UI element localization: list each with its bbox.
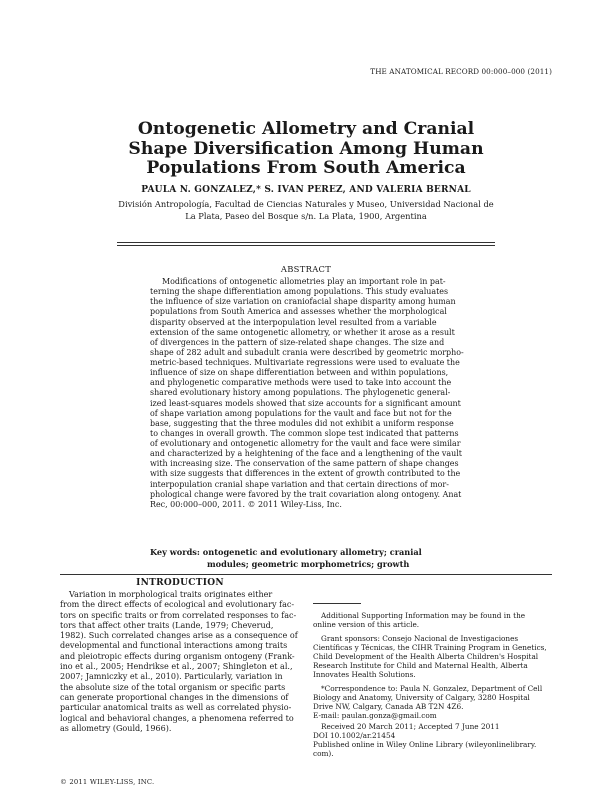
- footnote-rule: [313, 603, 361, 604]
- intro-line: 2007; Jamniczky et al., 2010). Particularly, variation in: [60, 672, 283, 682]
- abstract-line: metric-based techniques. Multivariate regressions were used to evaluate the: [150, 358, 460, 367]
- footnote-line: E-mail: paulan.gonza@gmail.com: [313, 711, 437, 720]
- intro-line: can generate proportional changes in the dimensions of: [60, 692, 289, 702]
- abstract-heading: ABSTRACT: [280, 264, 332, 274]
- abstract-line: of divergences in the pattern of size-related shape changes. The size and: [150, 337, 445, 347]
- intro-line: developmental and functional interactions among traits: [60, 641, 288, 651]
- abstract-line: of shape variation among populations for the vault and face but not for the: [150, 408, 452, 418]
- footnote-line: Published online in Wiley Online Library (wileyonlinelibrary.: [313, 740, 537, 749]
- footnote-line: Additional Supporting Information may be found in the: [321, 611, 526, 620]
- affiliation-line: La Plata, Paseo del Bosque s/n. La Plata, 1900, Argentina: [185, 210, 427, 221]
- abstract-line: phological change were favored by the trait covariation along ontogeny. Anat: [150, 489, 462, 499]
- affiliation: [100, 199, 512, 222]
- abstract-body: [150, 277, 465, 510]
- section-heading-introduction: INTRODUCTION: [136, 578, 224, 588]
- abstract-line: populations from South America and assesses whether the morphological: [150, 307, 447, 317]
- abstract-line: and phylogenetic comparative methods were used to take into account the: [150, 378, 452, 388]
- title-line: Shape Diversification Among Human: [128, 138, 484, 159]
- intro-line: as allometry (Gould, 1966).: [60, 723, 172, 733]
- divider-top: [117, 242, 495, 243]
- footnote-line: Innovates Health Solutions.: [313, 670, 416, 679]
- abstract-line: and characterized by a heightening of the face and a lengthening of the vault: [150, 449, 462, 459]
- intro-line: tors on specific traits or from correlated responses to fac-: [60, 610, 297, 620]
- intro-line: particular anatomical traits as well as correlated physio-: [60, 703, 292, 713]
- footnote-line: *Correspondence to: Paula N. Gonzalez, Department of Cell: [321, 684, 543, 693]
- abstract-line: of evolutionary and ontogenetic allometry for the vault and face were similar: [150, 439, 461, 448]
- keywords-line: modules; geometric morphometrics; growth: [207, 558, 410, 569]
- intro-line: logical and behavioral changes, a phenomena referred to: [60, 713, 294, 723]
- footnote-line: DOI 10.1002/ar.21454: [313, 731, 396, 740]
- abstract-line: interpopulation cranial shape variation and that certain directions of mor-: [150, 479, 449, 489]
- footnote-line: Received 20 March 2011; Accepted 7 June 2011: [321, 722, 500, 731]
- abstract-line: base, suggesting that the three modules did not exhibit a uniform response: [150, 418, 454, 428]
- footnote-line: Biology and Anatomy, University of Calgary, 3280 Hospital: [313, 693, 530, 702]
- footnote-line: Científicas y Técnicas, the CIHR Training Program in Genetics,: [313, 643, 547, 652]
- footnote-line: Child Development of the Health Alberta Children's Hospital: [313, 652, 539, 661]
- footnote-line: Grant sponsors: Consejo Nacional de Investigaciones: [321, 634, 519, 643]
- intro-line: tors that affect other traits (Lande, 1979; Cheverud,: [60, 620, 274, 630]
- abstract-line: Rec, 00:000–000, 2011. © 2011 Wiley-Liss, Inc.: [150, 499, 342, 509]
- title-line: Populations From South America: [146, 158, 466, 178]
- abstract-line: ized least-squares models showed that size accounts for a significant amount: [150, 398, 461, 408]
- keywords-line: Key words: ontogenetic and evolutionary allometry; cranial: [150, 547, 422, 557]
- abstract-line: shared evolutionary history among populations. The phylogenetic general-: [150, 388, 451, 398]
- author-list: PAULA N. GONZALEZ,* S. IVAN PEREZ, AND VALERIA BERNAL: [141, 185, 471, 195]
- intro-line: 1982). Such correlated changes arise as a consequence of: [60, 631, 298, 641]
- footnotes: [313, 611, 553, 758]
- footnote-line: online version of this article.: [313, 620, 420, 629]
- abstract-line: with increasing size. The conservation of the same pattern of shape changes: [150, 459, 459, 469]
- abstract-line: disparity observed at the interpopulation level resulted from a variable: [150, 317, 437, 327]
- copyright: © 2011 WILEY-LISS, INC.: [60, 778, 155, 786]
- intro-line: Variation in morphological traits originates either: [69, 590, 273, 599]
- footnote-line: Drive NW, Calgary, Canada AB T2N 4Z6.: [313, 702, 464, 711]
- intro-line: ino et al., 2005; Hendrikse et al., 2007; Shingleton et al.,: [60, 662, 293, 672]
- abstract-line: extension of the same ontogenetic allometry, or whether it arose as a result: [150, 327, 455, 337]
- abstract-line: influence of size on shape differentiation between and within populations,: [150, 368, 449, 378]
- introduction-body: [60, 590, 305, 734]
- intro-line: the absolute size of the total organism or specific parts: [60, 682, 286, 692]
- abstract-line: Modifications of ontogenetic allometries play an important role in pat-: [162, 277, 446, 286]
- footnote-line: com).: [313, 749, 334, 758]
- intro-line: from the direct effects of ecological and evolutionary fac-: [60, 600, 295, 610]
- journal-header: THE ANATOMICAL RECORD 00:000–000 (2011): [370, 67, 552, 76]
- abstract-line: with size suggests that differences in the extent of growth contributed to the: [150, 469, 461, 479]
- affiliation-line: División Antropología, Facultad de Ciencias Naturales y Museo, Universidad Nacional de: [118, 199, 494, 209]
- title-line: Ontogenetic Allometry and Cranial: [137, 119, 475, 139]
- divider-top-thin: [117, 245, 495, 246]
- keywords: [150, 547, 465, 570]
- abstract-line: terning the shape differentiation among populations. This study evaluates: [150, 287, 449, 297]
- abstract-line: shape of 282 adult and subadult crania were described by geometric morpho-: [150, 347, 464, 357]
- footnote-line: Research Institute for Child and Maternal Health, Alberta: [313, 661, 528, 670]
- intro-line: and pleiotropic effects during organism ontogeny (Frank-: [60, 651, 295, 661]
- article-title: [60, 120, 552, 179]
- abstract-line: the influence of size variation on craniofacial shape disparity among human: [150, 297, 456, 307]
- divider-bottom: [60, 574, 552, 575]
- abstract-line: to changes in overall growth. The common slope test indicated that patterns: [150, 428, 459, 438]
